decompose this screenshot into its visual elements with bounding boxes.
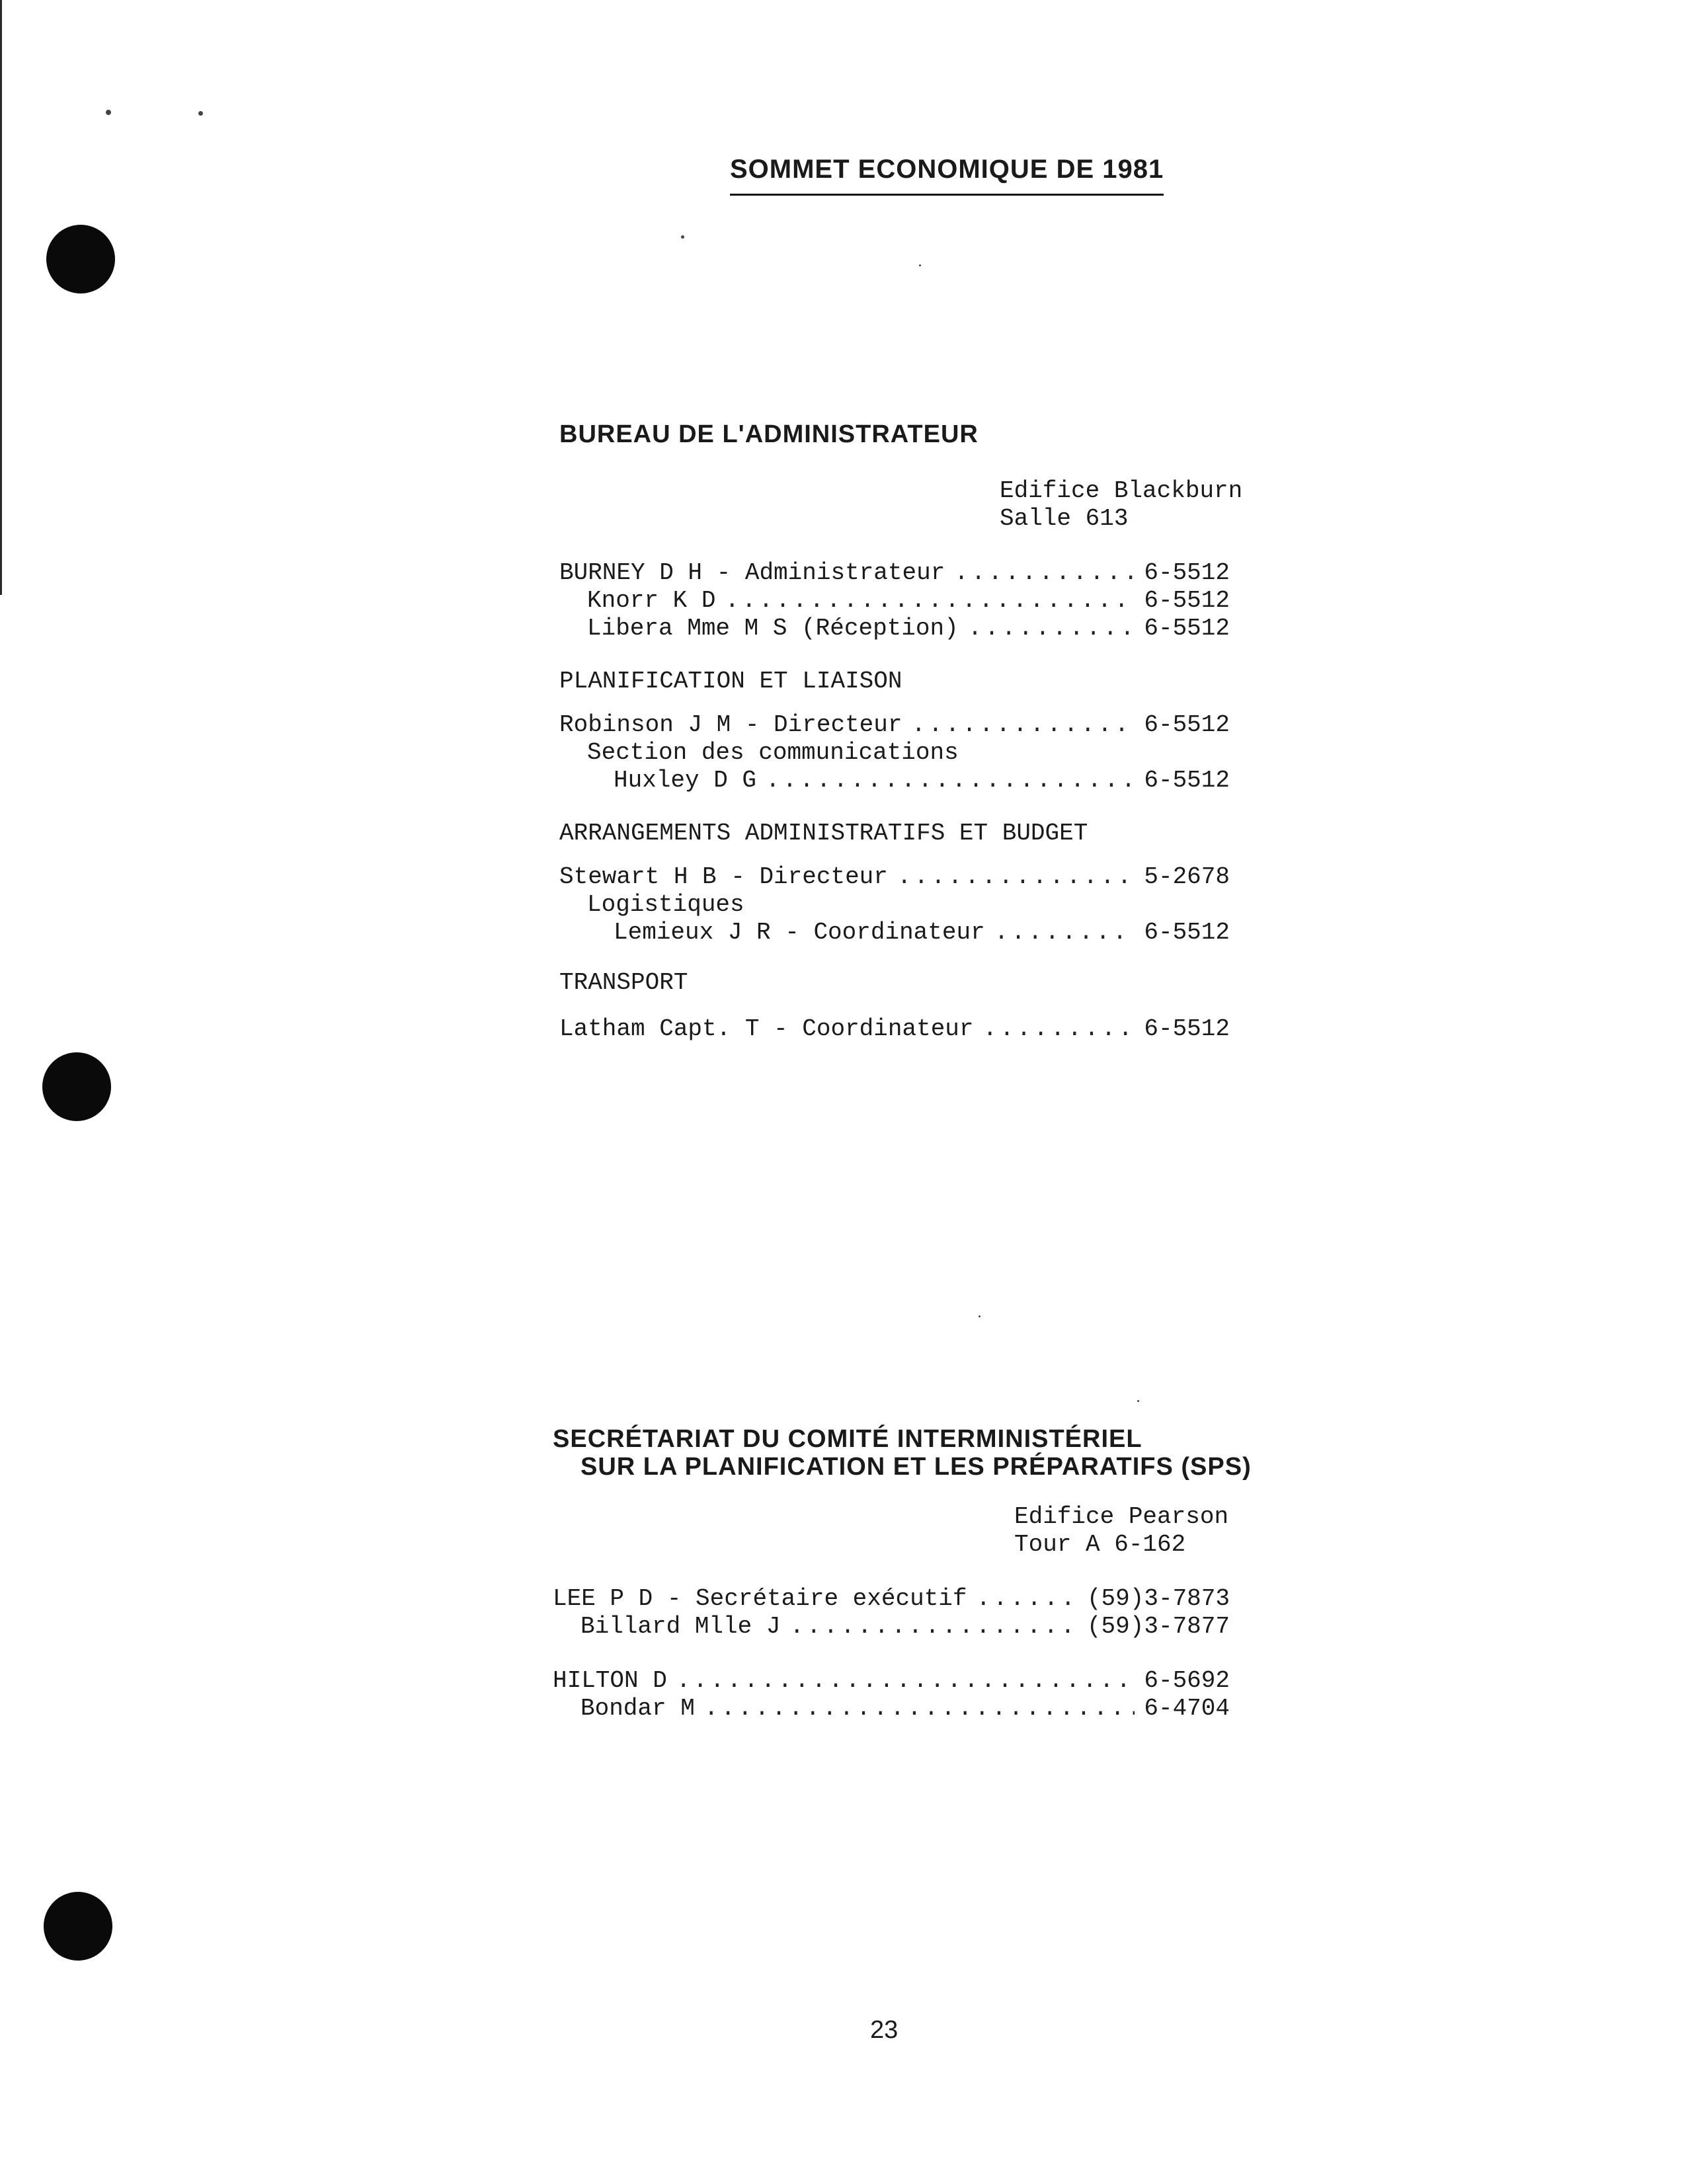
secretariat-heading-line2: SUR LA PLANIFICATION ET LES PRÉPARATIFS (SPS) xyxy=(581,1453,1252,1481)
directory-entry xyxy=(614,919,1230,947)
entry-name: Knorr K D xyxy=(587,587,716,614)
entry-phone: 6-5512 xyxy=(1144,615,1230,642)
directory-entry xyxy=(553,1585,1230,1613)
scan-speck xyxy=(919,264,921,266)
dot-leader xyxy=(704,1695,1135,1723)
dot-leader xyxy=(897,863,1135,891)
dot-leader xyxy=(983,1015,1135,1043)
directory-entry xyxy=(559,1015,1230,1043)
section-heading: TRANSPORT xyxy=(559,969,688,996)
entry-phone: (59)3-7877 xyxy=(1086,1613,1230,1640)
directory-entry xyxy=(587,587,1230,615)
scan-speck xyxy=(106,110,111,115)
directory-entry xyxy=(559,559,1230,587)
entry-phone: (59)3-7873 xyxy=(1086,1585,1230,1612)
entry-phone: 5-2678 xyxy=(1144,863,1230,890)
secretariat-heading-line1: SECRÉTARIAT DU COMITÉ INTERMINISTÉRIEL xyxy=(553,1425,1142,1453)
scan-speck xyxy=(979,1315,981,1317)
entry-name: BURNEY D H - Administrateur xyxy=(559,559,945,586)
directory-entry xyxy=(559,863,1230,891)
section-heading: PLANIFICATION ET LIAISON xyxy=(559,668,902,695)
entry-phone: 6-5512 xyxy=(1144,1015,1230,1042)
directory-entry xyxy=(587,615,1230,643)
dot-leader xyxy=(766,767,1135,795)
punch-hole-bottom xyxy=(44,1892,112,1961)
entry-phone: 6-5512 xyxy=(1144,559,1230,586)
entry-phone: 6-5512 xyxy=(1144,919,1230,946)
punch-hole-middle xyxy=(42,1052,111,1121)
directory-entry xyxy=(581,1695,1230,1723)
scan-speck xyxy=(681,235,684,239)
entry-name: Bondar M xyxy=(581,1695,695,1722)
section-heading: ARRANGEMENTS ADMINISTRATIFS ET BUDGET xyxy=(559,820,1088,847)
directory-entry xyxy=(553,1667,1230,1695)
entry-phone: 6-5692 xyxy=(1144,1667,1230,1694)
directory-entry xyxy=(559,711,1230,739)
entry-phone: 6-5512 xyxy=(1144,711,1230,738)
entry-phone: 6-5512 xyxy=(1144,587,1230,614)
directory-entry xyxy=(614,767,1230,795)
entry-name: Huxley D G xyxy=(614,767,757,794)
dot-leader xyxy=(676,1667,1135,1695)
entry-name: Stewart H B - Directeur xyxy=(559,863,888,890)
page-title: SOMMET ECONOMIQUE DE 1981 xyxy=(730,155,1164,196)
bureau-heading: BUREAU DE L'ADMINISTRATEUR xyxy=(559,420,979,448)
dot-leader xyxy=(725,587,1135,615)
entry-phone: 6-5512 xyxy=(1144,767,1230,794)
entry-name: Robinson J M - Directeur xyxy=(559,711,902,738)
entry-name: Libera Mme M S (Réception) xyxy=(587,615,959,642)
entry-name: Billard Mlle J xyxy=(581,1613,781,1640)
entry-phone: 6-4704 xyxy=(1144,1695,1230,1722)
entry-name: Lemieux J R - Coordinateur xyxy=(614,919,985,946)
dot-leader xyxy=(911,711,1135,739)
dot-leader xyxy=(789,1613,1078,1641)
page-number: 23 xyxy=(870,2016,899,2044)
dot-leader xyxy=(954,559,1135,587)
bureau-location-room: Salle 613 xyxy=(1000,505,1129,532)
scan-speck xyxy=(1137,1400,1139,1402)
subsection-label: Logistiques xyxy=(587,891,744,918)
punch-hole-top xyxy=(46,225,115,293)
secretariat-location-room: Tour A 6-162 xyxy=(1014,1531,1186,1558)
scan-speck xyxy=(198,111,203,116)
entry-name: LEE P D - Secrétaire exécutif xyxy=(553,1585,967,1612)
subsection-label: Section des communications xyxy=(587,739,959,766)
dot-leader xyxy=(994,919,1135,947)
page-edge xyxy=(0,0,2,595)
secretariat-location-building: Edifice Pearson xyxy=(1014,1503,1229,1530)
entry-name: HILTON D xyxy=(553,1667,667,1694)
dot-leader xyxy=(977,1585,1078,1613)
dot-leader xyxy=(968,615,1135,643)
bureau-location-building: Edifice Blackburn xyxy=(1000,477,1243,504)
directory-entry xyxy=(581,1613,1230,1641)
entry-name: Latham Capt. T - Coordinateur xyxy=(559,1015,974,1042)
